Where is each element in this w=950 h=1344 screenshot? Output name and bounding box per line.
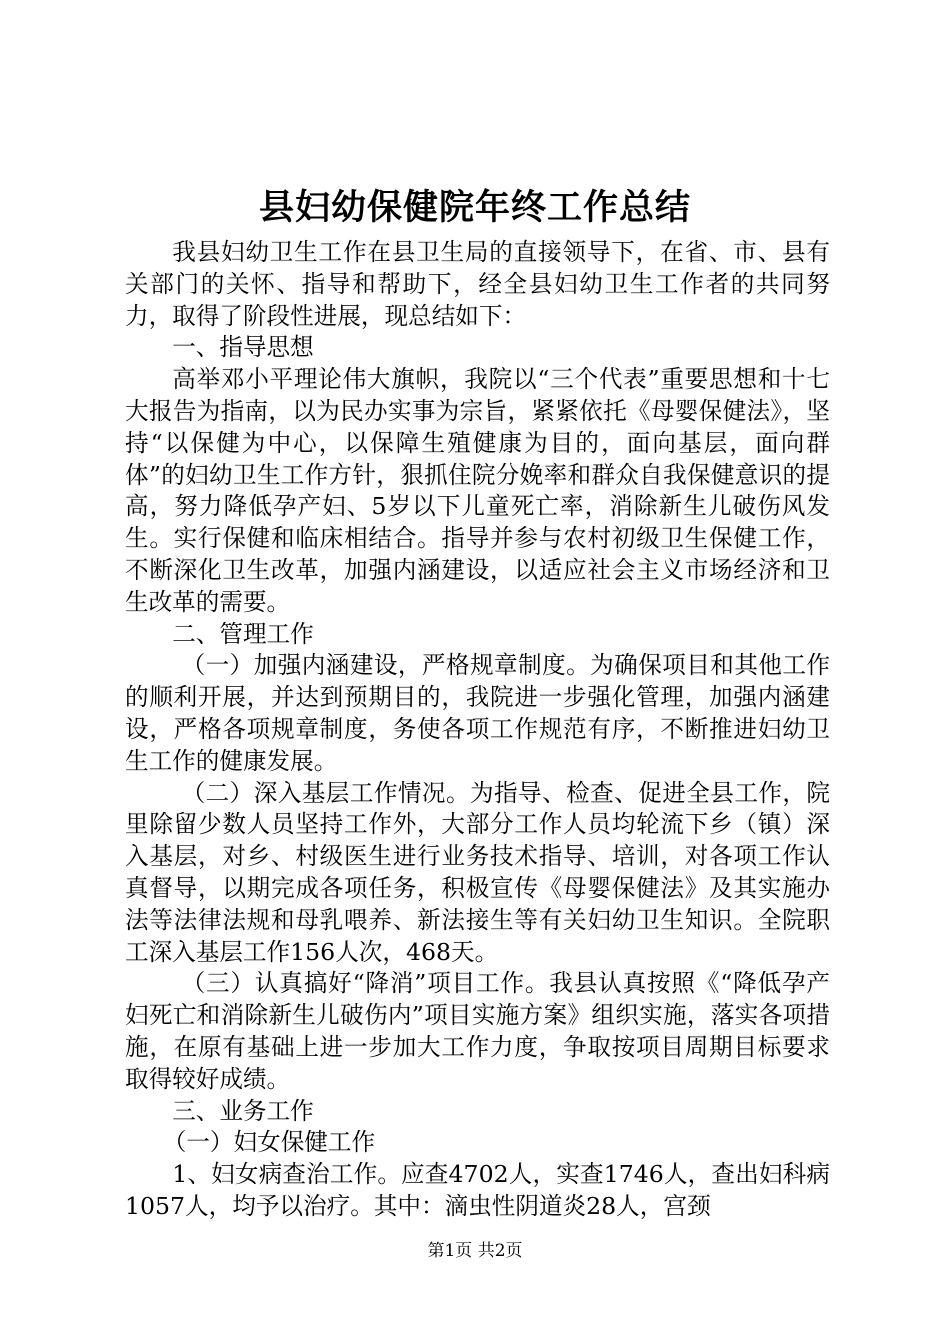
document-title: 县妇幼保健院年终工作总结 (258, 187, 691, 228)
intro-paragraph: 我县妇幼卫生工作在县卫生局的直接领导下，在省、市、县有关部门的关怀、指导和帮助下，经全县妇幼卫生工作者的共同努力，取得了阶段性进展，现总结如下： (125, 238, 830, 330)
guiding-ideology-paragraph: 高举邓小平理论伟大旗帜，我院以“三个代表”重要思想和十七大报告为指南，以为民办实事为宗旨，紧紧依托《母婴保健法》，坚持“以保健为中心，以保障生殖健康为目的，面向基层，面向群体”的妇幼卫生工作方针，狠抓住院分娩率和群众自我保健意识的提高，努力降低孕产妇、5岁以下儿童死亡率，消除新生儿破伤风发生。实行保健和临床相结合。指导并参与农村初级卫生保健工作，不断深化卫生改革，加强内涵建设，以适应社会主义市场经济和卫生改革的需要。 (125, 365, 830, 616)
document-body (125, 237, 830, 1223)
section-heading-business: 三、业务工作 (172, 1096, 314, 1125)
management-paragraph-2: （二）深入基层工作情况。为指导、检查、促进全县工作，院里除留少数人员坚持工作外，大部分工作人员均轮流下乡（镇）深入基层，对乡、村级医生进行业务技术指导、培训，对各项工作认真督导，以期完成各项任务，积极宣传《母婴保健法》及其实施办法等法律法规和母乳喂养、新法接生等有关妇幼卫生知识。全院职工深入基层工作156人次，468天。 (125, 778, 830, 966)
women-disease-paragraph: 1、妇女病查治工作。应查4702人，实查1746人，查出妇科病1057人，均予以治疗。其中：滴虫性阴道炎28人，宫颈 (125, 1160, 830, 1220)
subsection-heading-women-health: （一）妇女保健工作 (162, 1128, 376, 1157)
management-paragraph-1: （一）加强内涵建设，严格规章制度。为确保项目和其他工作的顺利开展，并达到预期目的，我院进一步强化管理，加强内涵建设，严格各项规章制度，务使各项工作规范有序，不断推进妇幼卫生工作的健康发展。 (125, 651, 830, 775)
section-heading-guiding-ideology: 一、指导思想 (172, 333, 314, 362)
page-footer: 第1页 共2页 (427, 1241, 523, 1261)
management-paragraph-3: （三）认真搞好“降消”项目工作。我县认真按照《“降低孕产妇死亡和消除新生儿破伤内”项目实施方案》组织实施，落实各项措施，在原有基础上进一步加大工作力度，争取按项目周期目标要求取得较好成绩。 (125, 969, 830, 1093)
section-heading-management: 二、管理工作 (172, 619, 314, 648)
